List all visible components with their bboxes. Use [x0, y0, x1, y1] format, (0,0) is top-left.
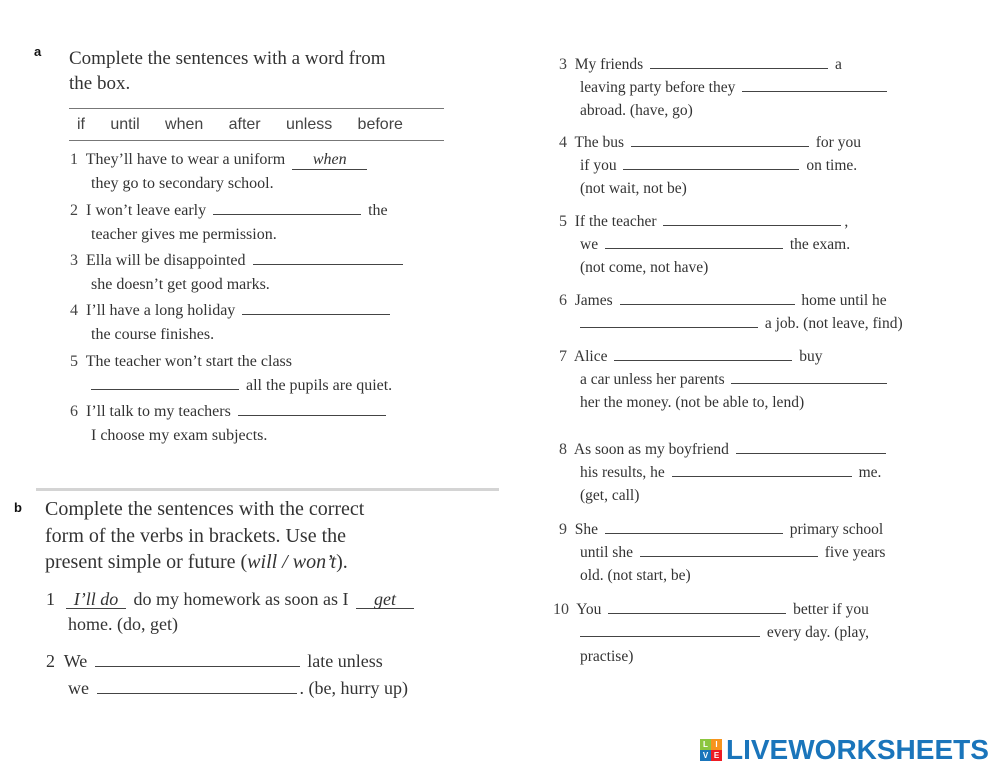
- item-text: I’ll talk to my teachers: [86, 403, 231, 420]
- section-b-item-2: [46, 651, 383, 672]
- answer-field[interactable]: [672, 475, 852, 477]
- item-text: we: [68, 678, 89, 698]
- item-text: the exam.: [789, 236, 851, 253]
- logo-text-worksheets: WORKSHEETS: [788, 734, 989, 765]
- answer-field[interactable]: [242, 313, 390, 315]
- item-text: on time.: [806, 157, 858, 174]
- item-text: James: [574, 292, 613, 309]
- right-item-7-line2: [580, 371, 890, 389]
- section-a-item-6: [70, 403, 389, 421]
- right-item-4: [559, 134, 861, 152]
- section-a-letter: a: [34, 44, 42, 59]
- right-item-8-line3: (get, call): [580, 487, 640, 504]
- right-item-6-line2: [580, 315, 903, 333]
- item-number: 10: [553, 601, 569, 618]
- item-text: every day. (play,: [766, 624, 870, 641]
- right-item-7: [559, 348, 822, 366]
- right-item-4-line2: [580, 157, 857, 175]
- right-item-8-line2: [580, 464, 881, 482]
- item-text: ,: [844, 213, 849, 230]
- answer-field[interactable]: [742, 90, 887, 92]
- section-b-instruction-line2: form of the verbs in brackets. Use the: [45, 525, 347, 547]
- answer-field[interactable]: [620, 303, 795, 305]
- item-text: for you: [815, 134, 861, 151]
- item-text: do my homework as soon as I: [133, 589, 349, 609]
- item-text: the: [368, 202, 388, 219]
- item-text: The teacher won’t start the class: [85, 353, 293, 370]
- section-a-item-5-line2: [91, 377, 392, 395]
- answer-field[interactable]: when: [292, 151, 367, 170]
- item-number: 1: [46, 589, 55, 609]
- item-text: If the teacher: [574, 213, 657, 230]
- answer-field[interactable]: [608, 612, 786, 614]
- item-text: all the pupils are quiet.: [246, 377, 393, 394]
- answer-field[interactable]: [97, 692, 297, 694]
- right-item-5: [559, 213, 848, 231]
- instruction-text: present simple or future (: [45, 551, 248, 573]
- item-text: his results, he: [580, 464, 665, 481]
- right-item-9: [559, 521, 883, 539]
- answer-field[interactable]: I’ll do: [66, 590, 126, 609]
- item-number: 3: [70, 252, 78, 269]
- item-number: 5: [70, 353, 78, 370]
- answer-field[interactable]: [580, 326, 758, 328]
- item-text: I won’t leave early: [86, 202, 207, 219]
- answer-field[interactable]: [253, 263, 403, 265]
- answer-field[interactable]: [736, 452, 886, 454]
- item-number: 1: [70, 151, 78, 168]
- answer-field[interactable]: [623, 168, 799, 170]
- section-a-item-3: [70, 252, 406, 270]
- item-number: 2: [70, 202, 78, 219]
- item-text: The bus: [574, 134, 624, 151]
- right-item-5-line3: (not come, not have): [580, 259, 709, 276]
- item-text: buy: [799, 348, 823, 365]
- word-box: if until when after unless before: [77, 116, 403, 133]
- item-text: five years: [824, 544, 886, 561]
- answer-field[interactable]: [731, 382, 887, 384]
- right-item-10: [553, 601, 869, 619]
- section-b-item-1: [46, 589, 417, 610]
- item-text: primary school: [789, 521, 884, 538]
- answer-field[interactable]: [650, 67, 828, 69]
- answer-field[interactable]: [213, 213, 361, 215]
- logo-mark-cell: E: [711, 750, 722, 761]
- answer-field[interactable]: [91, 388, 239, 390]
- section-a-item-1: [70, 151, 370, 170]
- section-a-item-4-line2: the course finishes.: [91, 326, 215, 343]
- item-text: a job. (not leave, find): [764, 315, 903, 332]
- instruction-italic: will / won’t: [247, 551, 337, 573]
- liveworksheets-logo[interactable]: [700, 734, 989, 766]
- item-number: 6: [559, 292, 567, 309]
- section-b-item-2-line2: [68, 678, 408, 699]
- item-text: My friends: [574, 56, 644, 73]
- right-item-6: [559, 292, 887, 310]
- item-text: if you: [580, 157, 617, 174]
- item-text: me.: [858, 464, 882, 481]
- right-item-7-line3: her the money. (not be able to, lend): [580, 394, 805, 411]
- item-number: 4: [559, 134, 567, 151]
- section-a-instruction-line2: the box.: [69, 73, 131, 94]
- logo-mark-cell: L: [700, 739, 711, 750]
- item-text: She: [574, 521, 598, 538]
- answer-field[interactable]: [605, 247, 783, 249]
- right-item-10-line2: [580, 624, 869, 642]
- item-number: 6: [70, 403, 78, 420]
- item-number: 9: [559, 521, 567, 538]
- logo-mark-cell: V: [700, 750, 711, 761]
- answer-field[interactable]: [238, 414, 386, 416]
- item-text: we: [580, 236, 599, 253]
- item-text: until she: [580, 544, 633, 561]
- answer-field[interactable]: [580, 635, 760, 637]
- right-item-3-line2: [580, 79, 890, 97]
- logo-text-live: LIVE: [726, 734, 789, 765]
- instruction-text: ).: [336, 551, 348, 573]
- right-item-3-line3: abroad. (have, go): [580, 102, 693, 119]
- answer-field[interactable]: [605, 532, 783, 534]
- section-a-item-2: [70, 202, 388, 220]
- item-text: Alice: [573, 348, 608, 365]
- answer-field[interactable]: [631, 145, 809, 147]
- right-item-10-line3: practise): [580, 648, 634, 665]
- item-number: 4: [70, 302, 78, 319]
- answer-field[interactable]: [95, 665, 300, 667]
- word-box-top-rule: [69, 108, 444, 109]
- answer-field[interactable]: [614, 359, 792, 361]
- item-number: 8: [559, 441, 567, 458]
- right-item-9-line2: [580, 544, 885, 562]
- section-divider: [36, 488, 499, 491]
- right-item-5-line2: [580, 236, 850, 254]
- item-text: better if you: [793, 601, 869, 618]
- item-text: You: [576, 601, 602, 618]
- item-text: a: [834, 56, 842, 73]
- word-box-bottom-rule: [69, 140, 444, 141]
- item-text: Ella will be disappointed: [86, 252, 246, 269]
- answer-field[interactable]: [663, 224, 841, 226]
- answer-field[interactable]: [640, 555, 818, 557]
- item-text: a car unless her parents: [580, 371, 725, 388]
- item-number: 5: [559, 213, 567, 230]
- section-a-item-2-line2: teacher gives me permission.: [91, 226, 277, 243]
- item-text: late unless: [307, 651, 383, 671]
- section-a-item-1-line2: they go to secondary school.: [91, 175, 274, 192]
- section-a-item-6-line2: I choose my exam subjects.: [91, 427, 268, 444]
- item-text: . (be, hurry up): [299, 678, 408, 698]
- item-text: As soon as my boyfriend: [573, 441, 729, 458]
- logo-mark-cell: I: [711, 739, 722, 750]
- item-text: We: [63, 651, 88, 671]
- item-text: They’ll have to wear a uniform: [85, 151, 286, 168]
- item-text: I’ll have a long holiday: [86, 302, 236, 319]
- section-b-letter: b: [14, 500, 22, 515]
- right-item-4-line3: (not wait, not be): [580, 180, 687, 197]
- logo-mark-icon: [700, 739, 722, 761]
- item-number: 2: [46, 651, 55, 671]
- section-b-instruction-line3: [45, 549, 348, 576]
- section-b-item-1-line2: home. (do, get): [68, 614, 178, 634]
- section-a-item-3-line2: she doesn’t get good marks.: [91, 276, 270, 293]
- answer-field[interactable]: get: [356, 590, 414, 609]
- right-item-8: [559, 441, 889, 459]
- right-item-9-line3: old. (not start, be): [580, 567, 691, 584]
- item-text: home until he: [801, 292, 887, 309]
- item-number: 7: [559, 348, 567, 365]
- section-b-instruction-line1: Complete the sentences with the correct: [45, 498, 365, 520]
- section-a-item-4: [70, 302, 393, 320]
- section-a-instruction-line1: Complete the sentences with a word from: [69, 48, 386, 69]
- right-item-3: [559, 56, 842, 74]
- item-number: 3: [559, 56, 567, 73]
- item-text: leaving party before they: [580, 79, 736, 96]
- section-a-item-5: [70, 353, 292, 371]
